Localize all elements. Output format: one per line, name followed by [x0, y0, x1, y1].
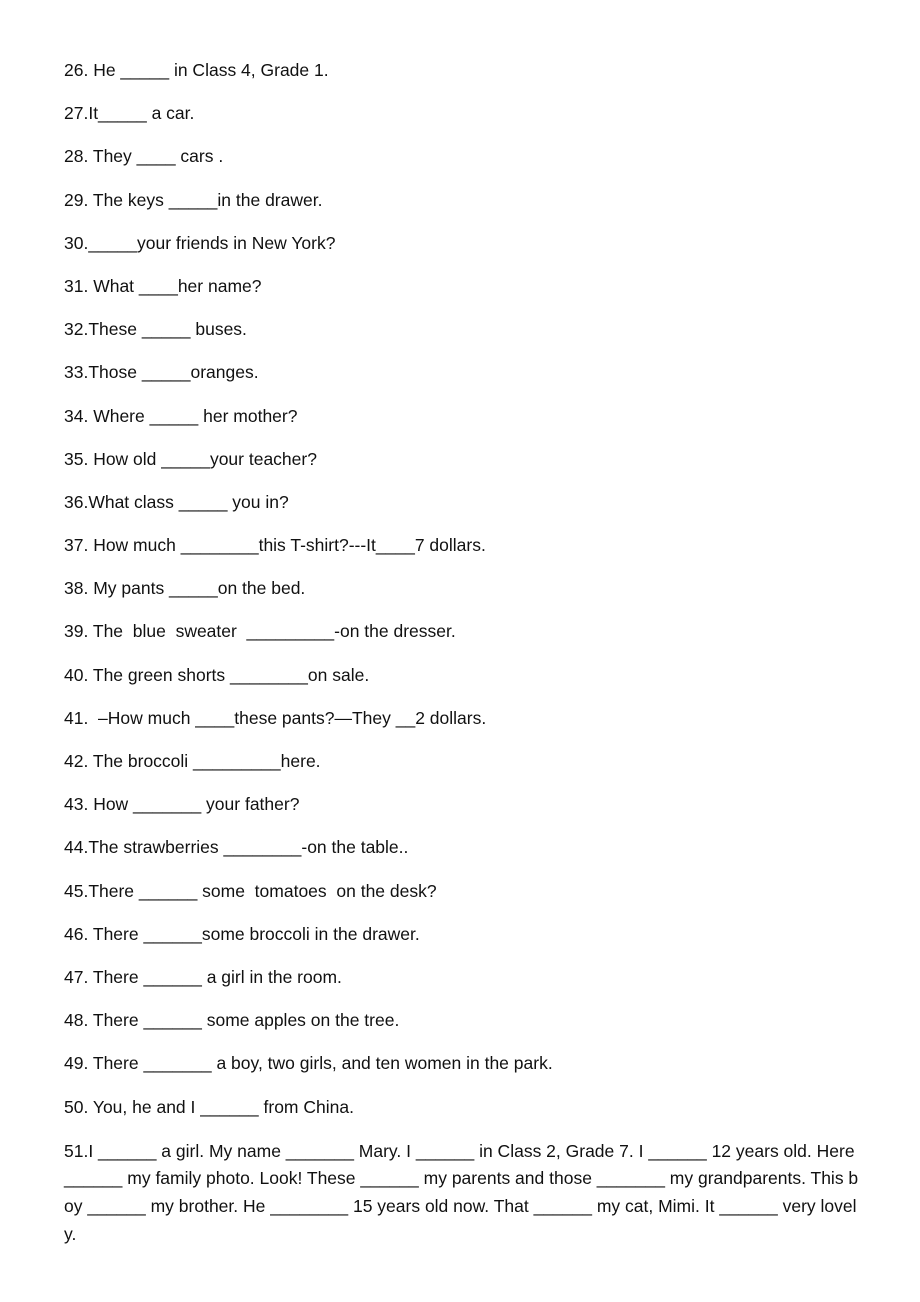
question-31: 31. What ____her name? [64, 275, 262, 296]
question-38: 38. My pants _____on the bed. [64, 578, 306, 599]
question-39: 39. The blue sweater _________-on the dresser. [64, 621, 456, 642]
question-44: 44.The strawberries ________-on the table.. [64, 837, 409, 858]
question-51-paragraph: 51.I ______ a girl. My name _______ Mary. I ______ in Class 2, Grade 7. I ______ 12 years old. Here ______ my family photo. Look! These ______ my parents and those _______ my grandparents. This boy ______ my brother. He ________ 15 years old now. That ______ my cat, Mimi. It ______ very lovely. [64, 1140, 860, 1244]
question-36: 36.What class _____ you in? [64, 491, 289, 512]
question-40: 40. The green shorts ________on sale. [64, 664, 370, 685]
question-43: 43. How _______ your father? [64, 794, 300, 815]
question-32: 32.These _____ buses. [64, 319, 247, 340]
question-41: 41. –How much ____these pants?—They __2 dollars. [64, 707, 487, 728]
question-48: 48. There ______ some apples on the tree. [64, 1010, 400, 1031]
question-45: 45.There ______ some tomatoes on the desk? [64, 880, 437, 901]
question-27: 27.It_____ a car. [64, 103, 195, 124]
question-34: 34. Where _____ her mother? [64, 405, 298, 426]
question-29: 29. The keys _____in the drawer. [64, 189, 323, 210]
question-42: 42. The broccoli _________here. [64, 751, 321, 771]
question-30: 30._____your friends in New York? [64, 232, 336, 253]
question-46: 46. There ______some broccoli in the drawer. [64, 923, 420, 944]
question-35: 35. How old _____your teacher? [64, 448, 317, 469]
worksheet-page [64, 58, 864, 1249]
question-37: 37. How much ________this T-shirt?---It____7 dollars. [64, 535, 486, 556]
question-49: 49. There _______ a boy, two girls, and ten women in the park. [64, 1053, 553, 1074]
question-47: 47. There ______ a girl in the room. [64, 966, 342, 987]
question-33: 33.Those _____oranges. [64, 362, 259, 383]
question-26: 26. He _____ in Class 4, Grade 1. [64, 60, 329, 80]
question-50: 50. You, he and I ______ from China. [64, 1096, 354, 1117]
question-28: 28. They ____ cars . [64, 146, 224, 167]
